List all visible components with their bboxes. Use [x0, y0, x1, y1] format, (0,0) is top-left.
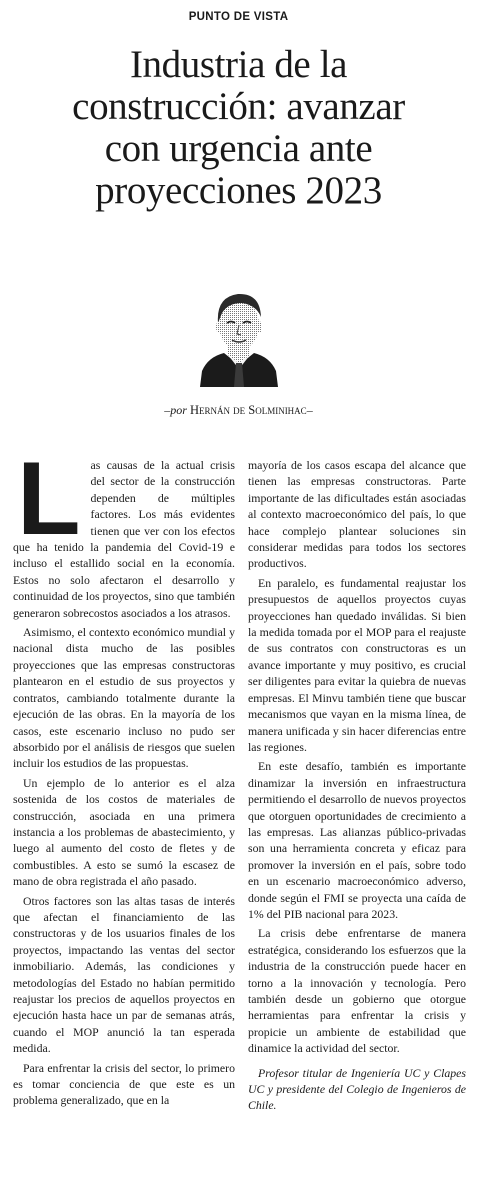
author-signoff: Profesor titular de Ingeniería UC y Clapes UC y presidente del Colegio de Ingenieros de Chile. — [248, 1065, 466, 1113]
section-label: PUNTO DE VISTA — [188, 11, 289, 23]
paragraph: En paralelo, es fundamental reajustar los presupuestos de aquellos proyectos cuyas proyecciones han quedado inválidas. Si bien la medida tomada por el MOP para el reajuste de sus contratos con constructoras es un avance importante y muy positivo, es crucial ser diligentes para evitar la quiebra de nuevas empresas. El Minvu también tiene que buscar mecanismos que vayan en la misma línea, de manera unificada y sin hacer diferencias entre las regiones. — [248, 575, 466, 754]
article-column-left — [13, 441, 235, 1112]
headline-line: Industria de la — [129, 43, 348, 86]
paragraph: Para enfrentar la crisis del sector, lo primero es tomar conciencia de que este es un problema generalizado, que en la — [13, 1060, 235, 1108]
article-column-right — [248, 457, 466, 1117]
byline-suffix: – — [306, 403, 313, 417]
headline — [10, 44, 467, 212]
headline-line: proyecciones 2023 — [95, 169, 382, 212]
author-portrait — [198, 283, 280, 387]
paragraph: Un ejemplo de lo anterior es el alza sostenida de los costos de materiales de construcción, asociada en una primera instancia a los problemas de abastecimiento, y luego al aumento del costo de fletes y de combustibles. A esto se sumó la escasez de mano de obra registrada el año pasado. — [13, 775, 235, 889]
paragraph: mayoría de los casos escapa del alcance que tienen las empresas constructoras. Parte importante de las dificultades están asociadas al contexto macroeconómico del país, lo que hace complejo plantear soluciones sin considerar medidas para todos los sectores productivos. — [248, 458, 466, 571]
byline-prefix: –por — [164, 403, 190, 417]
drop-cap: L — [17, 441, 81, 557]
paragraph: La crisis debe enfrentarse de manera estratégica, considerando los esfuerzos que la industria de la construcción puede hacer en torno a la innovación y tecnología. Pero también desde un gobierno que otorgue herramientas para enfrentar la crisis y propicie un ambiente de estabilidad que dinamice la actividad del sector. — [248, 926, 466, 1056]
paragraph: as causas de la actual crisis del sector de la construcción dependen de múltiples factores. Los más evidentes tienen que ver con los efectos que ha tenido la pandemia del Covid-19 e incluso el estallido social en la economía. Estos no solo afectaron el desarrollo y continuidad de los proyectos, sino que también generaron sobrecostos asociados a los atrasos. — [13, 458, 235, 620]
paragraph: Asimismo, el contexto económico mundial y nacional dista mucho de las posibles proyecciones que las empresas constructoras plantearon en el estudio de sus proyectos y contratos, cambiando totalmente durante la ejecución de las obras. En la mayoría de los casos, este escenario incluso no pudo ser absorbido por el análisis de riesgos que suelen incluir los estudios de las propuestas. — [13, 625, 235, 771]
author-name: Hernán de Solminihac — [189, 403, 307, 417]
headline-line: con urgencia ante — [104, 127, 373, 170]
headline-line: construcción: avanzar — [72, 85, 405, 128]
paragraph: En este desafío, también es importante dinamizar la inversión en infraestructura permitiendo el desarrollo de nuevos proyectos que otorguen oportunidades de crecimiento a las empresas. Las alianzas público-privadas son una herramienta concreta y eficaz para promover la inversión en el país, sobre todo en un escenario macroeconómico adverso, donde según el FMI se proyecta una caída de 1% del PIB nacional para 2023. — [248, 759, 466, 921]
paragraph: Otros factores son las altas tasas de interés que afectan el financiamiento de las constructoras y de los usuarios finales de los proyectos, impactando las ventas del sector inmobiliario. Además, las condiciones y metodologías del Estado no habían permitido reajustar los precios de aquellos proyectos en ejecución hasta hace un par de semanas atrás, cuando el MOP anunció la tan esperada medida. — [13, 893, 235, 1056]
byline — [0, 403, 477, 418]
